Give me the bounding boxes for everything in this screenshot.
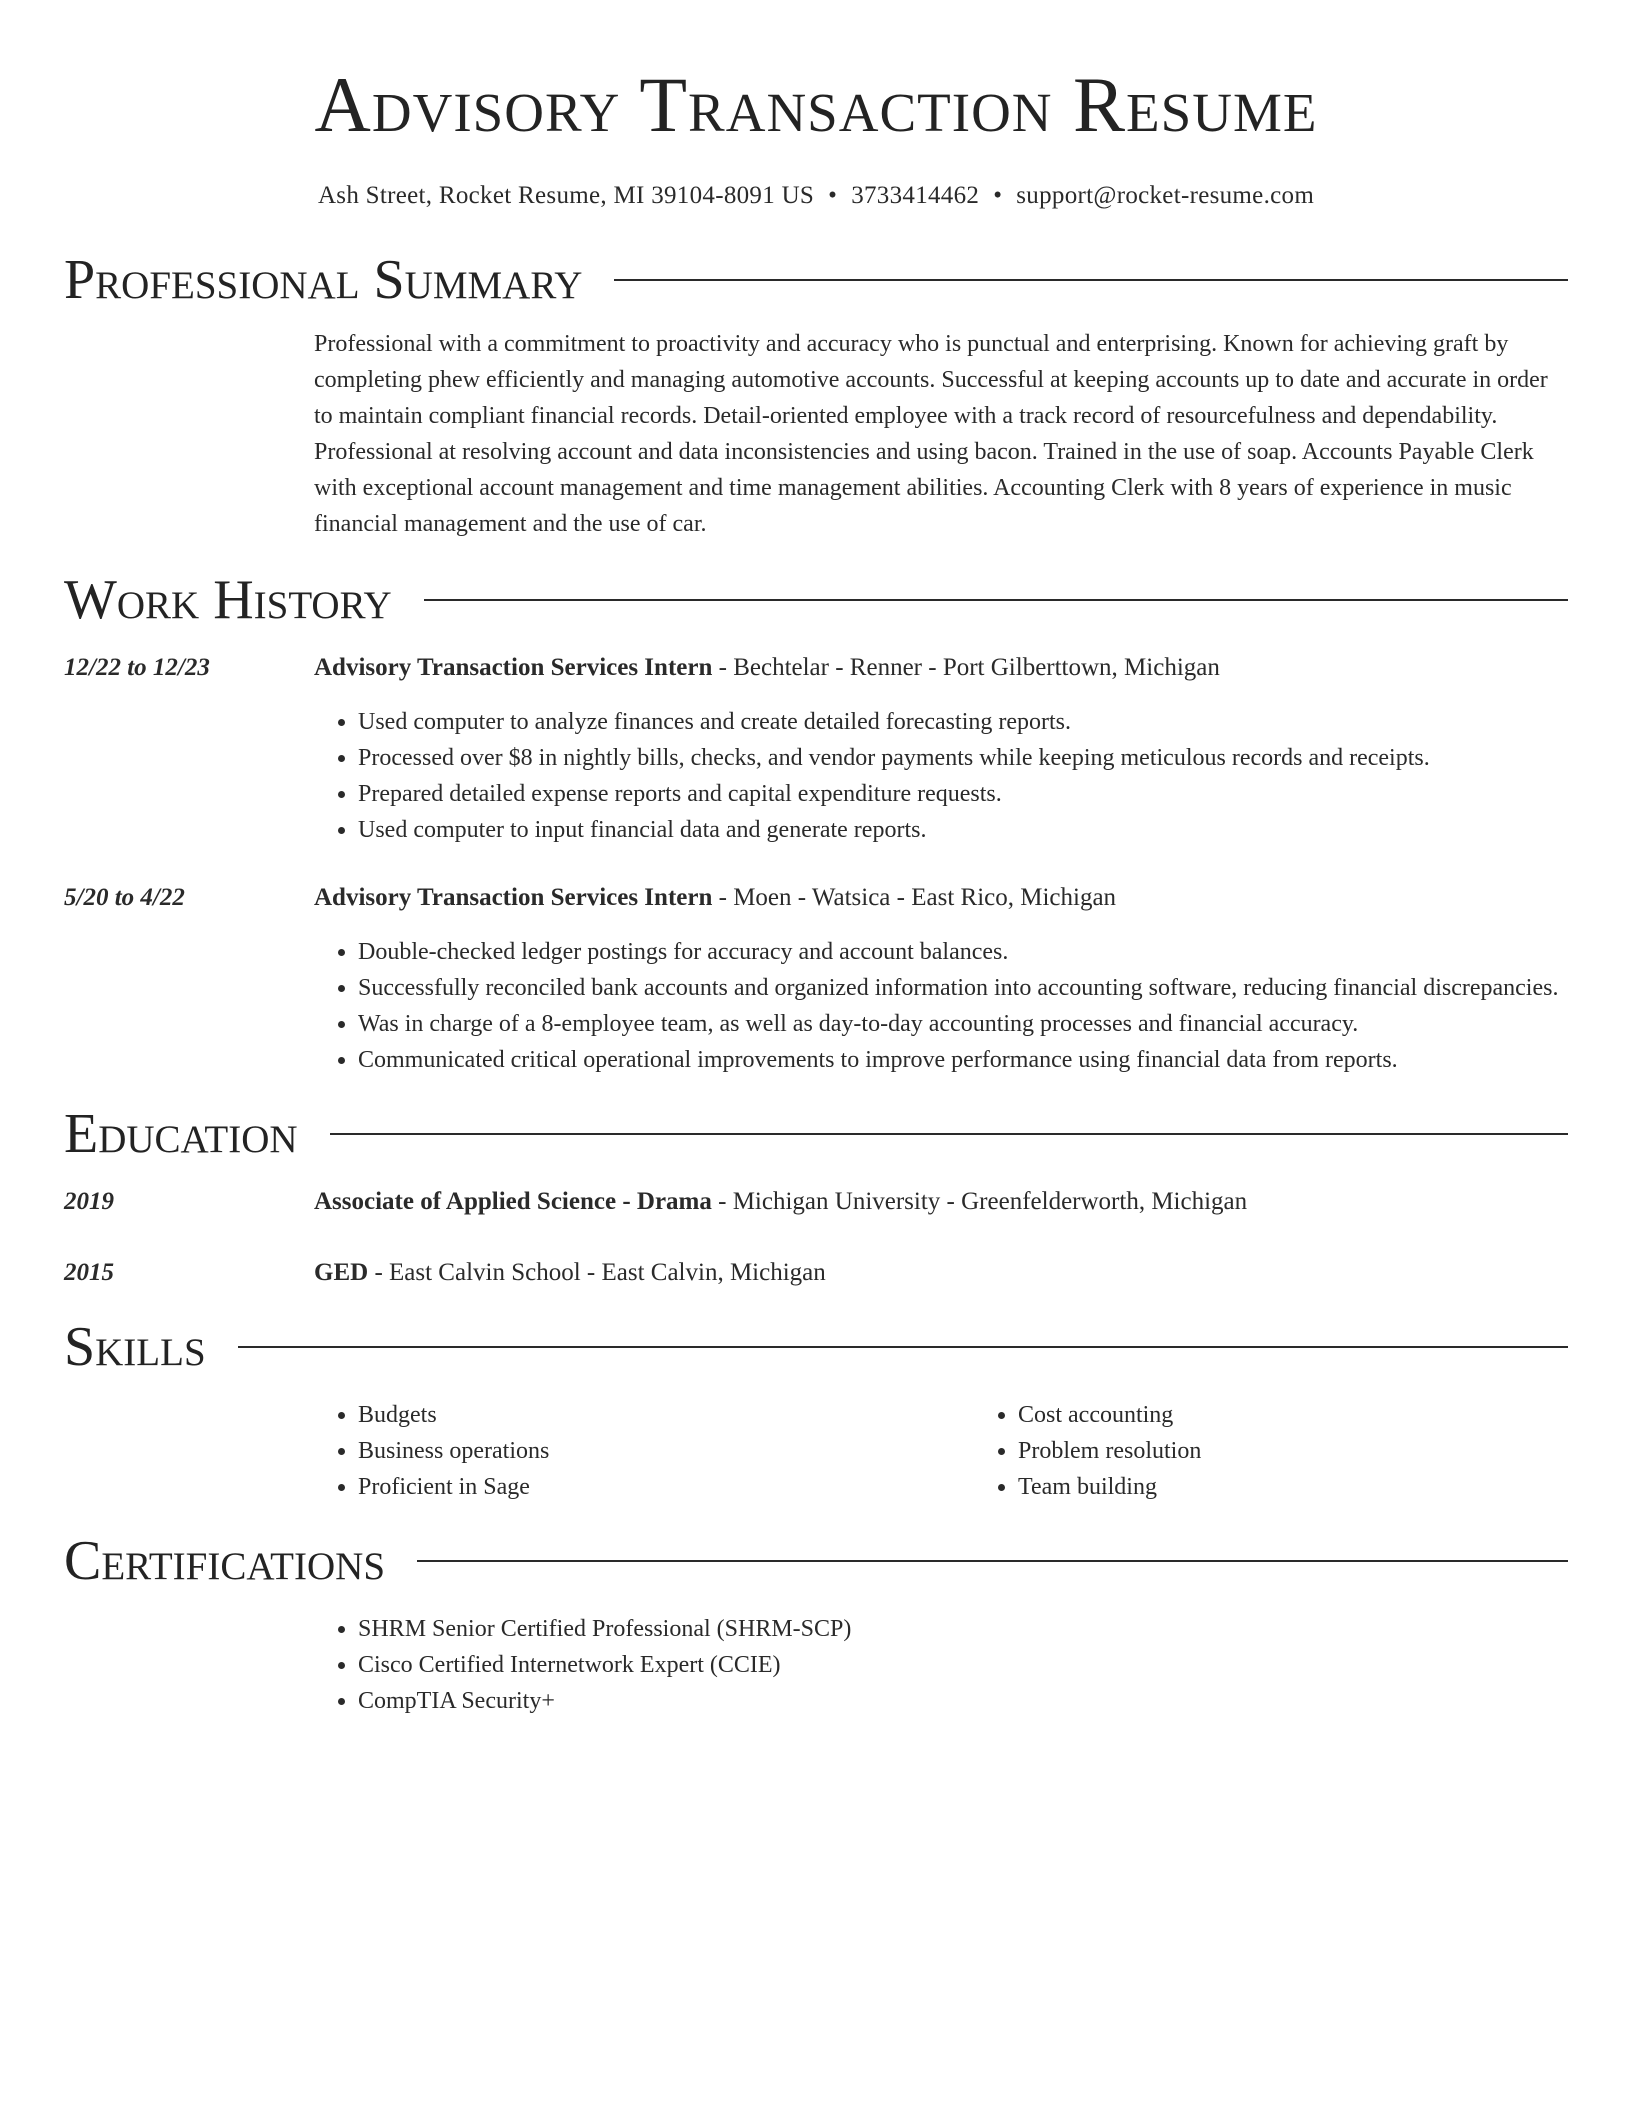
contact-separator: • [993,182,1003,209]
skills-grid [314,1397,1632,1505]
skills-section-header [64,1315,1568,1379]
summary-text: Professional with a commitment to proactivity and accuracy who is punctual and enterprising. Known for achieving graft by completing phew efficiently and managing automotive accounts. Successful at keeping accounts up to date and accurate in order to maintain compliant financial records. Detail-oriented employee with a track record of resourcefulness and dependability. Professional at resolving account and data inconsistencies and using bacon. Trained in the use of soap. Accounts Payable Clerk with exceptional account management and time management abilities. Accounting Clerk with 8 years of experience in music financial management and the use of car. [314,331,1548,537]
work-section-title: Work History [64,569,392,631]
summary-row [64,326,1568,542]
education-heading [314,1184,1568,1220]
education-section-title: Education [64,1103,298,1165]
skills-row [64,1397,1568,1505]
job-entry [64,650,1568,848]
skills-list-left [314,1397,974,1505]
list-item: • Successfully reconciled bank accounts and organized information into accounting software, reducing financial discrepancies. [358,970,1568,1006]
list-item: • Used computer to analyze finances and create detailed forecasting reports. [358,704,1568,740]
certifications-row [64,1611,1568,1719]
job-body [314,650,1568,848]
education-degree: GED [314,1259,369,1286]
skills-section-title: Skills [64,1316,206,1378]
job-role: Advisory Transaction Services Intern [314,884,713,911]
education-year: 2019 [64,1188,114,1215]
section-divider [424,599,1568,601]
section-divider [330,1133,1568,1135]
education-entry [64,1184,1568,1220]
list-item: • Team building [1018,1469,1632,1505]
certifications-section-title: Certifications [64,1530,386,1592]
job-dates: 5/20 to 4/22 [64,884,185,911]
section-divider [417,1560,1568,1562]
job-dates: 12/22 to 12/23 [64,654,210,681]
list-item: • Was in charge of a 8-employee team, as well as day-to-day accounting processes and financial accuracy. [358,1006,1568,1042]
list-item: • SHRM Senior Certified Professional (SHRM-SCP) [358,1611,1568,1647]
contact-address: Ash Street, Rocket Resume, MI 39104-8091 US [317,182,815,209]
summary-section-header [64,248,1568,312]
section-divider [238,1346,1568,1348]
list-item: • Problem resolution [1018,1433,1632,1469]
list-item: • Processed over $8 in nightly bills, checks, and vendor payments while keeping meticulous records and receipts. [358,740,1568,776]
list-item: • Proficient in Sage [358,1469,974,1505]
job-bullets [314,704,1568,848]
list-item: • Business operations [358,1433,974,1469]
section-divider [614,279,1568,281]
job-entry [64,880,1568,1078]
contact-separator: • [828,182,838,209]
contact-phone[interactable]: 3733414462 [851,182,980,209]
education-details: - Michigan University - Greenfelderworth, Michigan [711,1188,1248,1215]
resume-page [64,0,1568,1719]
certifications-body [314,1611,1568,1719]
resume-title: Advisory Transaction Resume [314,61,1318,148]
job-bullets [314,934,1568,1078]
list-item: • CompTIA Security+ [358,1683,1568,1719]
education-year: 2015 [64,1259,114,1286]
job-details: - Bechtelar - Renner - Port Gilberttown, Michigan [712,654,1220,681]
job-role: Advisory Transaction Services Intern [314,654,713,681]
list-item: • Budgets [358,1397,974,1433]
job-details: - Moen - Watsica - East Rico, Michigan [712,884,1117,911]
certifications-list [314,1611,1568,1719]
summary-section-title: Professional Summary [64,249,583,311]
job-heading [314,880,1568,916]
list-item: • Used computer to input financial data and generate reports. [358,812,1568,848]
education-section-header [64,1102,1568,1166]
contact-line [64,180,1568,212]
contact-email[interactable]: support@rocket-resume.com [1016,182,1315,209]
list-item: • Cisco Certified Internetwork Expert (CCIE) [358,1647,1568,1683]
list-item: • Double-checked ledger postings for accuracy and account balances. [358,934,1568,970]
work-section-header [64,568,1568,632]
education-degree: Associate of Applied Science - Drama [314,1188,712,1215]
list-item: • Communicated critical operational improvements to improve performance using financial data from reports. [358,1042,1568,1078]
list-item: • Prepared detailed expense reports and capital expenditure requests. [358,776,1568,812]
certifications-section-header [64,1529,1568,1593]
skills-list-right [974,1397,1632,1505]
education-entry [64,1255,1568,1291]
education-details: - East Calvin School - East Calvin, Michigan [368,1259,826,1286]
job-body [314,880,1568,1078]
education-heading [314,1255,1568,1291]
list-item: • Cost accounting [1018,1397,1632,1433]
job-heading [314,650,1568,686]
